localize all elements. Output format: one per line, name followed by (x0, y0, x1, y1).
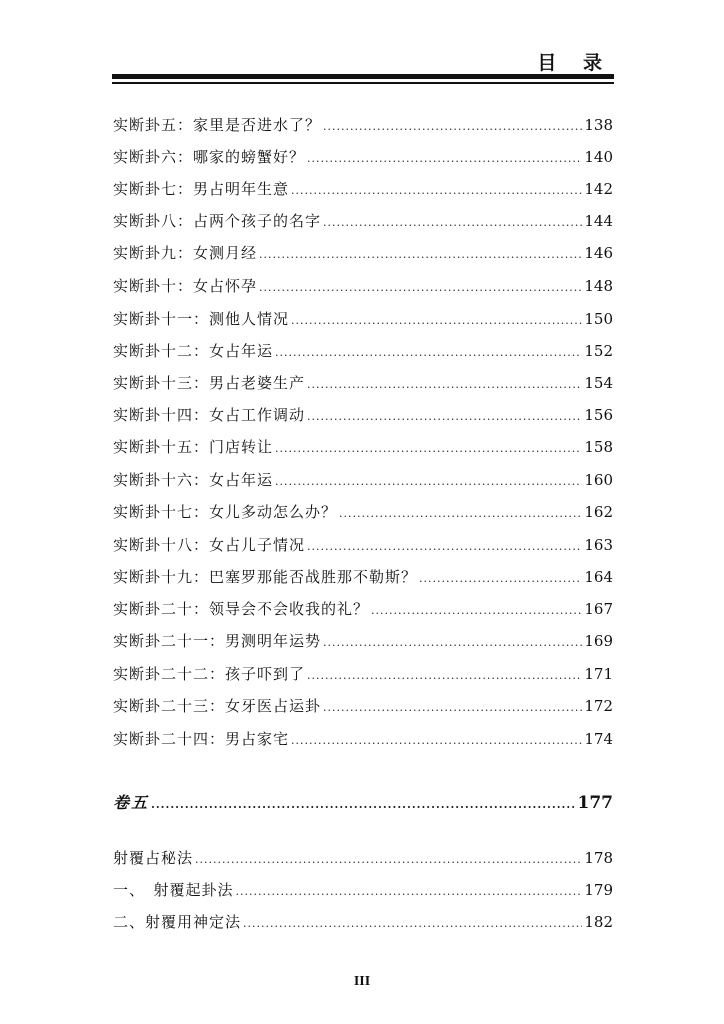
toc-entry[interactable] (113, 211, 613, 233)
toc-sub-entry-page: 178 (584, 849, 613, 867)
toc-entry-page: 152 (584, 342, 613, 360)
toc-entry-page: 169 (584, 632, 613, 650)
toc-entry-label: 实断卦十二：女占年运 (113, 342, 274, 360)
toc-volume-label: 卷五 (113, 793, 150, 812)
toc-entry-label: 实断卦十九：巴塞罗那能否战胜那不勒斯？ (113, 568, 418, 586)
toc-entry[interactable] (113, 470, 613, 492)
toc-entry-label: 实断卦十八：女占儿子情况 (113, 536, 306, 554)
toc-sub-entry-page: 182 (584, 913, 613, 931)
toc-entry-label: 实断卦十五：门店转让 (113, 438, 274, 456)
toc-entry-label: 实断卦八：占两个孩子的名字 (113, 212, 322, 230)
leader-dots (236, 882, 583, 902)
leader-dots (323, 213, 582, 233)
toc-entry-page: 160 (584, 471, 613, 489)
toc-entry-label: 实断卦二十二：孩子吓到了 (113, 665, 306, 683)
toc-sub-entry[interactable] (113, 848, 613, 870)
toc-entry-label: 实断卦七：男占明年生意 (113, 180, 290, 198)
toc-entry[interactable] (113, 599, 613, 621)
toc-entry[interactable] (113, 115, 613, 137)
leader-dots (339, 504, 582, 524)
leader-dots (291, 731, 582, 751)
toc-entry-label: 实断卦十六：女占年运 (113, 471, 274, 489)
toc-entry-label: 实断卦十一：测他人情况 (113, 310, 290, 328)
toc-entry-page: 146 (584, 244, 613, 262)
header-rule-thin (112, 82, 614, 84)
leader-dots (291, 311, 582, 331)
leader-dots (307, 149, 582, 169)
toc-entry-page: 167 (584, 600, 613, 618)
leader-dots (275, 439, 582, 459)
toc-sub-entry[interactable] (113, 880, 613, 902)
toc-volume-entry[interactable] (113, 793, 613, 815)
toc-entry-label: 实断卦十：女占怀孕 (113, 277, 258, 295)
toc-entry-page: 140 (584, 148, 613, 166)
toc-entry-label: 实断卦九：女测月经 (113, 244, 258, 262)
toc-entry[interactable] (113, 437, 613, 459)
toc-entry-page: 142 (584, 180, 613, 198)
leader-dots (275, 343, 582, 363)
toc-entry-page: 172 (584, 697, 613, 715)
toc-entry[interactable] (113, 147, 613, 169)
toc-entry-page: 148 (584, 277, 613, 295)
toc-entry-label: 实断卦二十一：男测明年运势 (113, 632, 322, 650)
toc-entry-label: 实断卦二十：领导会不会收我的礼？ (113, 600, 370, 618)
leader-dots (259, 245, 582, 265)
leader-dots (323, 698, 582, 718)
toc-entry[interactable] (113, 567, 613, 589)
toc-entry-page: 156 (584, 406, 613, 424)
toc-sub-entry-label: 射覆占秘法 (113, 849, 194, 867)
toc-entry-page: 174 (584, 730, 613, 748)
toc-entry[interactable] (113, 179, 613, 201)
toc-entry[interactable] (113, 729, 613, 751)
toc-volume-page: 177 (577, 793, 613, 813)
toc-entry[interactable] (113, 535, 613, 557)
toc-entry-label: 实断卦十四：女占工作调动 (113, 406, 306, 424)
toc-sub-entry-label: 二、射覆用神定法 (113, 913, 242, 931)
toc-entry-label: 实断卦六：哪家的螃蟹好？ (113, 148, 306, 166)
leader-dots (243, 914, 582, 934)
toc-entry-page: 163 (584, 536, 613, 554)
toc-entry-page: 144 (584, 212, 613, 230)
toc-entry-page: 154 (584, 374, 613, 392)
leader-dots (371, 601, 582, 621)
toc-entry-label: 实断卦十七：女儿多动怎么办？ (113, 503, 338, 521)
toc-entry[interactable] (113, 696, 613, 718)
toc-entry[interactable] (113, 341, 613, 363)
header-rule-thick (112, 74, 614, 79)
leader-dots (307, 537, 582, 557)
toc-entry[interactable] (113, 664, 613, 686)
toc-entry-page: 138 (584, 116, 613, 134)
toc-entry-page: 150 (584, 310, 613, 328)
leader-dots (151, 795, 575, 815)
leader-dots (419, 569, 582, 589)
leader-dots (195, 850, 582, 870)
toc-entry-page: 158 (584, 438, 613, 456)
leader-dots (307, 407, 582, 427)
leader-dots (307, 666, 582, 686)
leader-dots (323, 633, 582, 653)
leader-dots (323, 117, 582, 137)
toc-entry[interactable] (113, 373, 613, 395)
toc-entry[interactable] (113, 276, 613, 298)
toc-entry[interactable] (113, 631, 613, 653)
toc-entry-page: 162 (584, 503, 613, 521)
toc-entry-label: 实断卦五：家里是否进水了？ (113, 116, 322, 134)
leader-dots (259, 278, 582, 298)
leader-dots (307, 375, 582, 395)
leader-dots (291, 181, 582, 201)
toc-sub-entry-label: 一、 射覆起卦法 (113, 881, 234, 899)
toc-entry[interactable] (113, 243, 613, 265)
toc-entry[interactable] (113, 309, 613, 331)
toc-entry-label: 实断卦十三：男占老婆生产 (113, 374, 306, 392)
toc-sub-entry[interactable] (113, 912, 613, 934)
leader-dots (275, 472, 582, 492)
page-header-title: 目 录 (537, 52, 612, 74)
toc-entry[interactable] (113, 502, 613, 524)
toc-entry[interactable] (113, 405, 613, 427)
toc-entry-page: 164 (584, 568, 613, 586)
toc-entry-label: 实断卦二十四：男占家宅 (113, 730, 290, 748)
toc-entry-page: 171 (584, 665, 613, 683)
toc-entry-label: 实断卦二十三：女牙医占运卦 (113, 697, 322, 715)
footer-page-number: III (353, 974, 371, 989)
toc-sub-entry-page: 179 (584, 881, 613, 899)
